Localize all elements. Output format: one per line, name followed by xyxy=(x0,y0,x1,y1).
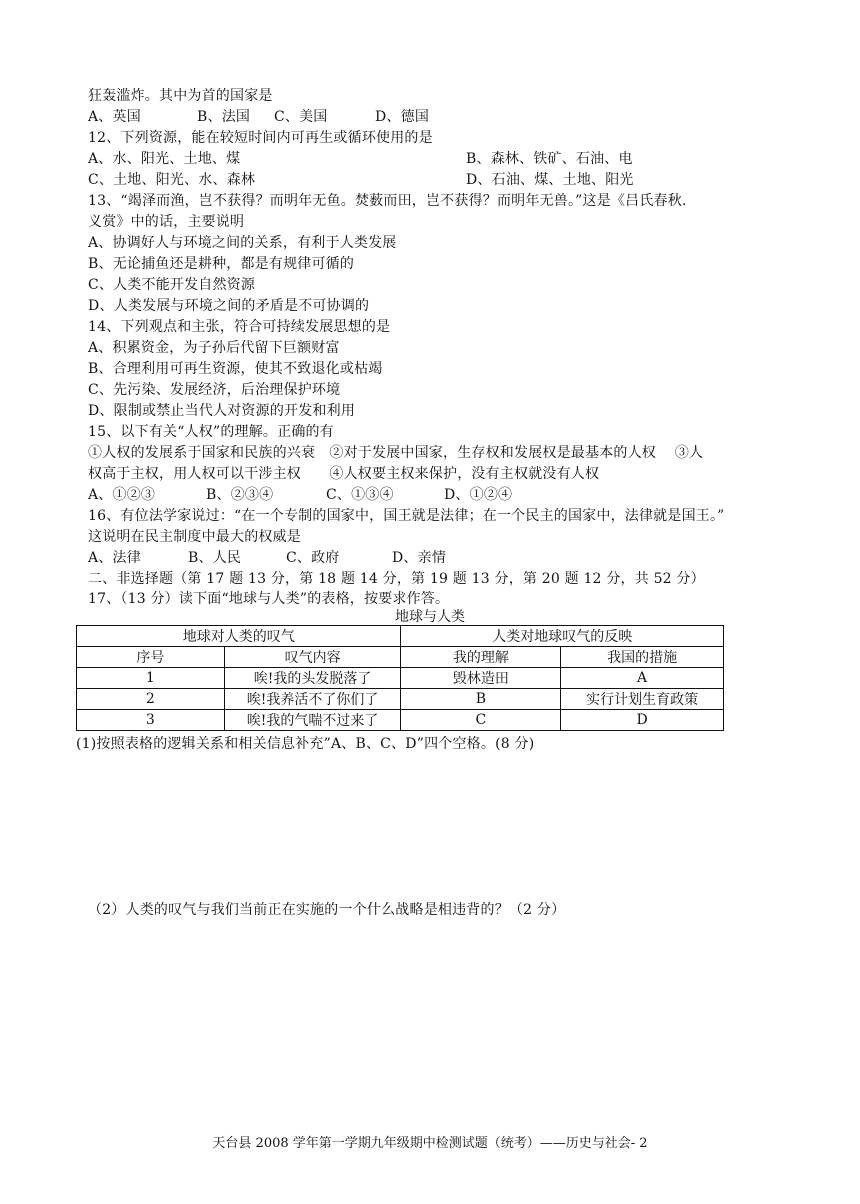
column-header: 我的理解 xyxy=(401,647,561,668)
q15-options xyxy=(88,485,512,505)
q14-option-b: B、合理利用可再生资源，使其不致退化或枯竭 xyxy=(88,361,383,377)
q16-stem-cont: 这说明在民主制度中最大的权威是 xyxy=(88,529,301,545)
q15-statements-1: ①人权的发展系于国家和民族的兴衰 ②对于发展中国家，生存权和发展权是最基本的人权 ③人 xyxy=(88,445,704,461)
q13-option-d: D、人类发展与环境之间的矛盾是不可协调的 xyxy=(88,298,370,314)
q12-option-a: A、水、阳光、土地、煤 xyxy=(88,151,241,167)
column-header: 叹气内容 xyxy=(224,647,401,668)
q11-option-c: C、美国 xyxy=(274,109,328,125)
q13-option-c: C、人类不能开发自然资源 xyxy=(88,277,256,293)
q14-option-c: C、先污染、发展经济，后治理保护环境 xyxy=(88,382,341,398)
q14-stem: 14、下列观点和主张，符合可持续发展思想的是 xyxy=(88,319,391,335)
q15-option-c: C、①③④ xyxy=(326,487,394,503)
table-row xyxy=(77,710,724,731)
q11-option-d: D、德国 xyxy=(375,109,430,125)
table-group-header-row xyxy=(77,626,724,647)
table-caption: 地球与人类 xyxy=(395,609,465,625)
q13-option-a: A、协调好人与环境之间的关系，有利于人类发展 xyxy=(88,235,397,251)
table-cell: D xyxy=(561,710,724,731)
q16-option-c: C、政府 xyxy=(286,550,340,566)
table-cell: 唉!我的头发脱落了 xyxy=(224,668,401,689)
table-cell: 唉!我养活不了你们了 xyxy=(224,689,401,710)
q16-stem: 16、有位法学家说过：“在一个专制的国家中，国王就是法律；在一个民主的国家中，法律就是国王。” xyxy=(88,508,725,524)
q16-option-a: A、法律 xyxy=(88,550,141,566)
column-header: 我国的措施 xyxy=(561,647,724,668)
q13-option-b: B、无论捕鱼还是耕种，都是有规律可循的 xyxy=(88,256,355,272)
q12-option-b: B、森林、铁矿、石油、电 xyxy=(466,151,633,167)
q15-option-b: B、②③④ xyxy=(206,487,274,503)
q15-option-a: A、①②③ xyxy=(88,487,156,503)
q15-option-d: D、①②④ xyxy=(444,487,513,503)
column-header: 序号 xyxy=(77,647,225,668)
q12-option-c: C、土地、阳光、水、森林 xyxy=(88,172,256,188)
q14-option-a: A、积累资金，为子孙后代留下巨额财富 xyxy=(88,340,340,356)
q13-stem: 13、“竭泽而渔，岂不获得？而明年无鱼。焚薮而田，岂不获得？而明年无兽。”这是《吕氏春秋. xyxy=(88,193,687,209)
q14-option-d: D、限制或禁止当代人对资源的开发和利用 xyxy=(88,403,356,419)
table-cell: 2 xyxy=(77,689,225,710)
q12-options-cd xyxy=(88,170,634,190)
table-cell: 实行计划生育政策 xyxy=(561,689,724,710)
q12-stem: 12、下列资源，能在较短时间内可再生或循环使用的是 xyxy=(88,130,433,146)
q12-option-d: D、石油、煤、土地、阳光 xyxy=(466,172,634,188)
q17-stem: 17、（13 分）读下面“地球与人类”的表格，按要求作答。 xyxy=(88,591,450,607)
table-group-right: 人类对地球叹气的反映 xyxy=(401,626,724,647)
table-cell: A xyxy=(561,668,724,689)
q17-part-2: （2）人类的叹气与我们当前正在实施的一个什么战略是相违背的？（2 分） xyxy=(88,902,566,918)
table-cell: 唉!我的气喘不过来了 xyxy=(224,710,401,731)
table-cell: 3 xyxy=(77,710,225,731)
q16-option-b: B、人民 xyxy=(188,550,242,566)
q13-stem-cont: 义赏》中的话，主要说明 xyxy=(88,214,245,230)
q15-stem: 15、以下有关“人权”的理解。正确的有 xyxy=(88,424,334,440)
table-cell: 1 xyxy=(77,668,225,689)
table-cell: C xyxy=(401,710,561,731)
q16-options xyxy=(88,548,446,568)
q11-stem-tail: 狂轰滥炸。其中为首的国家是 xyxy=(88,88,273,104)
q11-option-b: B、法国 xyxy=(197,109,251,125)
q15-statements-2: 权高于主权，用人权可以干涉主权 ④人权要主权来保护，没有主权就没有人权 xyxy=(88,466,600,482)
page-footer: 天台县 2008 学年第一学期九年级期中检测试题（统考）——历史与社会- 2 xyxy=(212,1136,648,1151)
table-header-row xyxy=(77,647,724,668)
q17-part-1: (1)按照表格的逻辑关系和相关信息补充”A、B、C、D”四个空格。(8 分) xyxy=(76,736,535,752)
q16-option-d: D、亲情 xyxy=(392,550,447,566)
q11-options xyxy=(88,107,429,127)
section-2-heading: 二、非选择题（第 17 题 13 分，第 18 题 14 分，第 19 题 13 分，第 20 题 12 分，共 52 分） xyxy=(88,571,705,587)
table-row xyxy=(77,668,724,689)
earth-humans-table xyxy=(76,625,724,731)
table-cell: 毁林造田 xyxy=(401,668,561,689)
table-group-left: 地球对人类的叹气 xyxy=(77,626,401,647)
table-row xyxy=(77,689,724,710)
q11-option-a: A、英国 xyxy=(88,109,141,125)
q12-options-ab xyxy=(88,149,633,169)
table-cell: B xyxy=(401,689,561,710)
